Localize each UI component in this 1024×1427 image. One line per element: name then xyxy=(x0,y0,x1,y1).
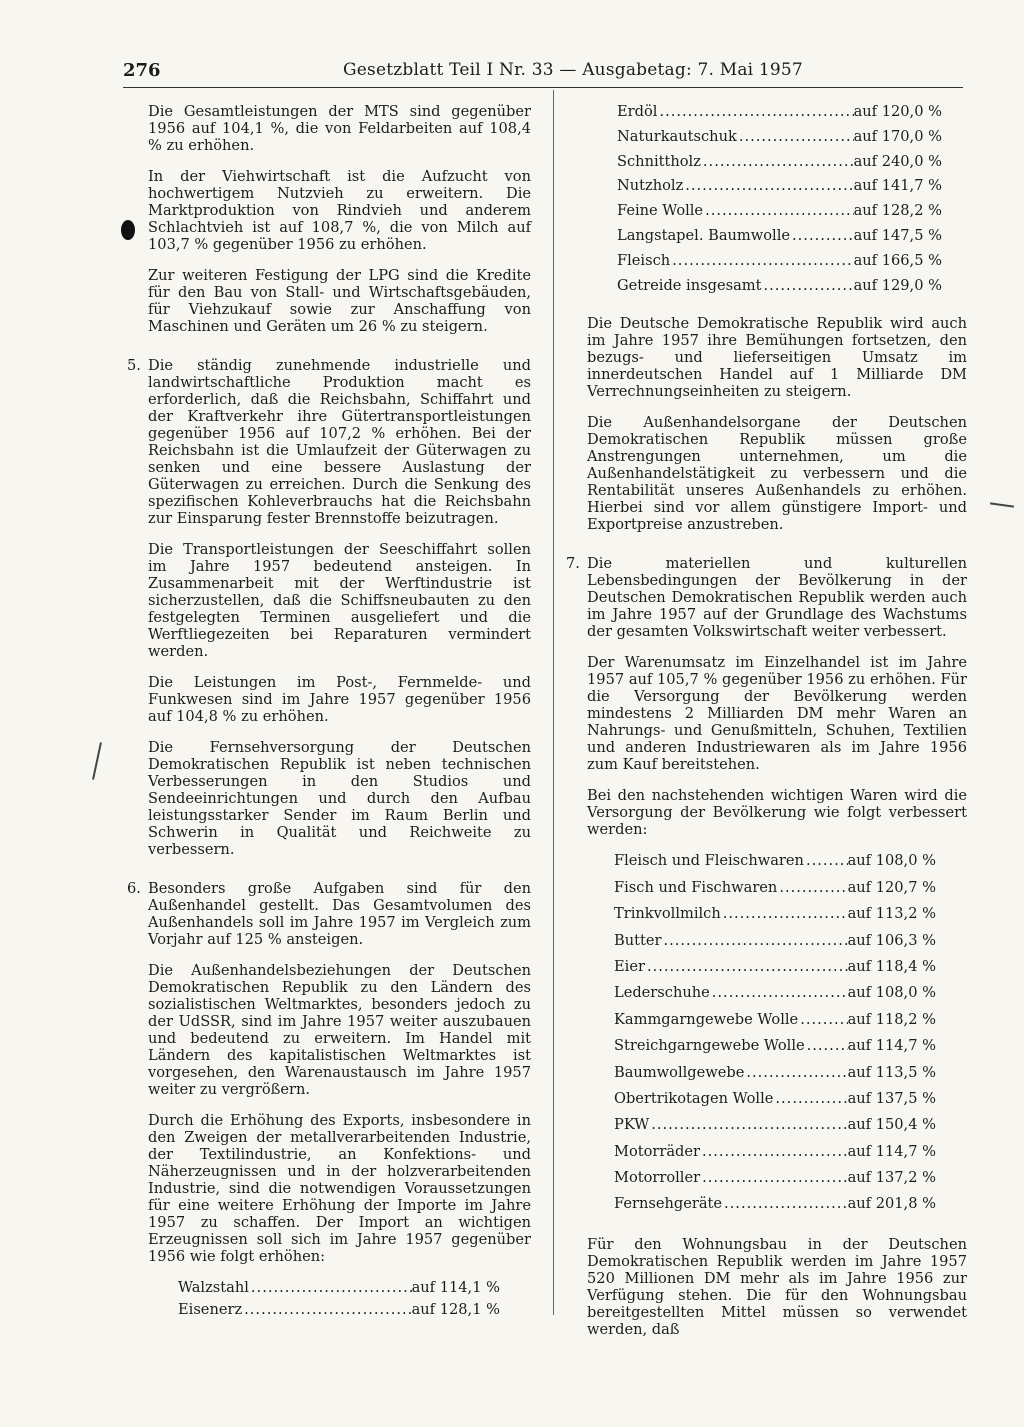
item-value: auf 147,5 % xyxy=(853,226,942,244)
item-value: auf 141,7 % xyxy=(853,177,942,195)
list-item xyxy=(614,879,936,905)
item-name: Motorroller xyxy=(614,1169,701,1187)
leader-dots xyxy=(798,1011,847,1028)
item-name: Nutzholz xyxy=(617,177,684,195)
item-value: auf 118,4 % xyxy=(847,957,936,975)
section-number: 6. xyxy=(127,880,141,897)
item-value: auf 120,7 % xyxy=(847,878,936,896)
list-item xyxy=(614,1116,936,1142)
item-value: auf 118,2 % xyxy=(847,1010,936,1028)
item-name: Langstapel. Baumwolle xyxy=(617,226,791,244)
item-name: Eisenerz xyxy=(178,1301,243,1318)
item-value: auf 108,0 % xyxy=(847,852,936,870)
list-item xyxy=(617,153,942,178)
leader-dots xyxy=(804,852,848,869)
leader-dots xyxy=(700,1143,848,1160)
list-item xyxy=(617,202,942,227)
ink-spot xyxy=(121,220,135,240)
paragraph: Die Gesamtleistungen der MTS sind gegenüber 1956 auf 104,1 %, die von Feldarbeiten auf 108,4 % zu erhöhen. xyxy=(148,103,531,154)
header-rule xyxy=(123,87,963,88)
leader-dots xyxy=(242,1301,411,1318)
paragraph: Die Außenhandelsorgane der Deutschen Demokratischen Republik müssen große Anstrengungen unternehmen, um die Außenhandelstätigkeit zu verbessern und die Rentabilität unseres Außenhandels zu erhöhen. Hierbei sind vor allem günstigere Import- und Exportpreise anzustreben. xyxy=(587,414,967,534)
section-number: 7. xyxy=(566,555,580,573)
item-value: auf 170,0 % xyxy=(853,127,942,145)
item-name: Kammgarngewebe Wolle xyxy=(614,1010,799,1028)
item-value: auf 113,2 % xyxy=(847,905,936,923)
item-value: auf 128,2 % xyxy=(853,202,942,220)
paragraph: Für den Wohnungsbau in der Deutschen Demokratischen Republik werden im Jahre 1957 520 Millionen DM mehr als im Jahre 1956 zur Verfügung stehen. Die für den Wohnungsbau bereitgestellten Mittel müssen so verwendet werden, daß xyxy=(587,1235,967,1338)
leader-dots xyxy=(721,905,848,922)
list-item xyxy=(617,252,942,277)
paragraph: Die Transportleistungen der Seeschiffahrt sollen im Jahre 1957 bedeutend ansteigen. In Zusammenarbeit mit der Werftindustrie ist sicherzustellen, daß die Schiffsneubauten zu den festgelegten Terminen ausgeliefert und die Werftliegezeiten bei Reparaturen vermindert werden. xyxy=(148,541,531,660)
section-7 xyxy=(566,555,967,641)
margin-mark xyxy=(92,742,102,780)
leader-dots xyxy=(773,1090,847,1107)
list-item xyxy=(614,958,936,984)
list-item xyxy=(617,277,942,302)
item-value: auf 106,3 % xyxy=(847,931,936,949)
leader-dots xyxy=(805,1037,848,1054)
item-value: auf 113,5 % xyxy=(847,1063,936,1081)
item-value: auf 137,2 % xyxy=(847,1169,936,1187)
paragraph: Die Deutsche Demokratische Republik wird auch im Jahre 1957 ihre Bemühungen fortsetzen, den bezugs- und lieferseitigen Umsatz im innerdeutschen Handel auf 1 Milliarde DM Verrechnungseinheiten zu steigern. xyxy=(587,315,967,401)
leader-dots xyxy=(661,932,847,949)
list-item xyxy=(614,1037,936,1063)
item-name: PKW xyxy=(614,1116,650,1134)
leader-dots xyxy=(737,128,854,145)
list-item xyxy=(178,1279,500,1301)
paragraph: Die Fernsehversorgung der Deutschen Demokratischen Republik ist neben technischen Verbesserungen in den Studios und Sendeeinrichtungen und durch den Aufbau leistungsstarker Sender im Raum Berlin und Schwerin in Qualität und Reichweite zu verbessern. xyxy=(148,739,531,858)
item-value: auf 150,4 % xyxy=(847,1116,936,1134)
section-6 xyxy=(127,880,531,948)
list-item xyxy=(614,905,936,931)
item-name: Getreide insgesamt xyxy=(617,276,762,294)
leader-dots xyxy=(657,103,853,120)
item-name: Lederschuhe xyxy=(614,984,710,1002)
list-item xyxy=(614,1011,936,1037)
leader-dots xyxy=(249,1279,412,1296)
leader-dots xyxy=(744,1064,847,1081)
list-item xyxy=(617,128,942,153)
item-name: Fleisch xyxy=(617,251,671,269)
page-number: 276 xyxy=(123,60,161,81)
paragraph: Die ständig zunehmende industrielle und landwirtschaftliche Produktion macht es erforderlich, daß die Reichsbahn, Schiffahrt und der Kraftverkehr ihre Gütertransportleistungen gegenüber 1956 auf 107,2 % erhöhen. Bei der Reichsbahn ist die Umlaufzeit der Güterwagen zu senken und eine bessere Auslastung der Güterwagen zu erreichen. Durch die Senkung des spezifischen Kohleverbrauchs hat die Reichsbahn zur Einsparung fester Brennstoffe beizutragen. xyxy=(148,357,531,527)
leader-dots xyxy=(701,153,854,170)
gazette-title: Gesetzblatt Teil I Nr. 33 — Ausgabetag: 7. Mai 1957 xyxy=(343,60,803,80)
leader-dots xyxy=(777,879,847,896)
list-item xyxy=(614,1064,936,1090)
item-value: auf 240,0 % xyxy=(853,152,942,170)
margin-mark xyxy=(990,502,1014,507)
leader-dots xyxy=(649,1116,847,1133)
item-name: Fernsehgeräte xyxy=(614,1195,723,1213)
list-item xyxy=(614,1090,936,1116)
column-divider xyxy=(553,90,554,1315)
list-item xyxy=(614,852,936,878)
paragraph: Die materiellen und kulturellen Lebensbedingungen der Bevölkerung in der Deutschen Demokratischen Republik werden auch im Jahre 1957 auf der Grundlage des Wachstums der gesamten Volkswirtschaft weiter verbessert. xyxy=(587,555,967,641)
section-5 xyxy=(127,357,531,527)
paragraph: Zur weiteren Festigung der LPG sind die Kredite für den Bau von Stall- und Wirtschaftsgebäuden, für Viehzukauf sowie zur Anschaffung von Maschinen und Geräten um 26 % zu steigern. xyxy=(148,267,531,335)
paragraph: Die Außenhandelsbeziehungen der Deutschen Demokratischen Republik zu den Ländern des sozialistischen Weltmarktes, besonders jedoch zu der UdSSR, sind im Jahre 1957 weiter auszubauen und bedeutend zu erweitern. Im Handel mit Ländern des kapitalistischen Weltmarktes ist vorgesehen, den Warenaustausch im Jahre 1957 weiter zu vergrößern. xyxy=(148,962,531,1098)
leader-dots xyxy=(722,1195,848,1212)
item-name: Naturkautschuk xyxy=(617,127,737,145)
list-item xyxy=(614,1143,936,1169)
paragraph: Der Warenumsatz im Einzelhandel ist im Jahre 1957 auf 105,7 % gegenüber 1956 zu erhöhen. Für die Versorgung der Bevölkerung werden mindestens 2 Milliarden DM mehr Waren an Nahrungs- und Genußmitteln, Schuhen, Textilien und anderen Industriewaren als im Jahre 1956 zum Kauf bereitstehen. xyxy=(587,654,967,774)
item-value: auf 201,8 % xyxy=(847,1195,936,1213)
list-item xyxy=(617,177,942,202)
item-value: auf 137,5 % xyxy=(847,1089,936,1107)
goods-list xyxy=(614,852,936,1221)
item-value: auf 129,0 % xyxy=(853,276,942,294)
leader-dots xyxy=(790,227,854,244)
leader-dots xyxy=(710,984,848,1001)
item-value: auf 114,7 % xyxy=(847,1142,936,1160)
list-item xyxy=(614,932,936,958)
item-value: auf 108,0 % xyxy=(847,984,936,1002)
right-column xyxy=(566,103,967,1352)
list-item xyxy=(614,1169,936,1195)
import-list xyxy=(617,103,942,301)
item-name: Walzstahl xyxy=(178,1279,249,1296)
item-name: Schnittholz xyxy=(617,152,701,170)
item-name: Fisch und Fischwaren xyxy=(614,878,778,896)
item-name: Motorräder xyxy=(614,1142,700,1160)
paragraph: Besonders große Aufgaben sind für den Außenhandel gestellt. Das Gesamtvolumen des Außenhandels soll im Jahre 1957 im Vergleich zum Vorjahr auf 125 % ansteigen. xyxy=(148,880,531,948)
paragraph: Durch die Erhöhung des Exports, insbesondere in den Zweigen der metallverarbeitenden Industrie, der Textilindustrie, an Konfektions- und Näherzeugnissen und in der holzverarbeitenden Industrie, sind die notwendigen Voraussetzungen für eine weitere Erhöhung der Importe im Jahre 1957 zu schaffen. Der Import an wichtigen Erzeugnissen soll sich im Jahre 1957 gegenüber 1956 wie folgt erhöhen: xyxy=(148,1112,531,1265)
item-name: Butter xyxy=(614,931,662,949)
list-item xyxy=(178,1301,500,1323)
list-item xyxy=(614,1195,936,1221)
leader-dots xyxy=(683,177,853,194)
item-name: Baumwollgewebe xyxy=(614,1063,745,1081)
list-item xyxy=(617,103,942,128)
list-item xyxy=(614,984,936,1010)
import-list xyxy=(178,1279,500,1323)
item-name: Streichgarngewebe Wolle xyxy=(614,1037,805,1055)
page-header xyxy=(123,60,963,84)
leader-dots xyxy=(645,958,848,975)
item-name: Fleisch und Fleischwaren xyxy=(614,852,804,870)
paragraph: In der Viehwirtschaft ist die Aufzucht von hochwertigem Nutzvieh zu erweitern. Die Marktproduktion von Rindvieh und anderem Schlachtvieh ist auf 108,7 %, die von Milch auf 103,7 % gegenüber 1956 zu erhöhen. xyxy=(148,168,531,253)
item-name: Feine Wolle xyxy=(617,202,704,220)
item-value: auf 166,5 % xyxy=(853,251,942,269)
paragraph: Die Leistungen im Post-, Fernmelde- und Funkwesen sind im Jahre 1957 gegenüber 1956 auf 104,8 % zu erhöhen. xyxy=(148,674,531,725)
list-item xyxy=(617,227,942,252)
leader-dots xyxy=(670,252,853,269)
leader-dots xyxy=(761,277,853,294)
item-name: Obertrikotagen Wolle xyxy=(614,1089,774,1107)
section-number: 5. xyxy=(127,357,141,374)
item-name: Trinkvollmilch xyxy=(614,905,721,923)
paragraph: Bei den nachstehenden wichtigen Waren wird die Versorgung der Bevölkerung wie folgt verbessert werden: xyxy=(587,787,967,839)
leader-dots xyxy=(703,202,853,219)
left-column xyxy=(127,103,531,1337)
item-value: auf 114,7 % xyxy=(847,1037,936,1055)
item-value: auf 114,1 % xyxy=(411,1279,500,1296)
item-name: Eier xyxy=(614,957,645,975)
item-name: Erdöl xyxy=(617,103,658,120)
leader-dots xyxy=(700,1169,847,1186)
item-value: auf 128,1 % xyxy=(411,1301,500,1318)
item-value: auf 120,0 % xyxy=(853,103,942,120)
